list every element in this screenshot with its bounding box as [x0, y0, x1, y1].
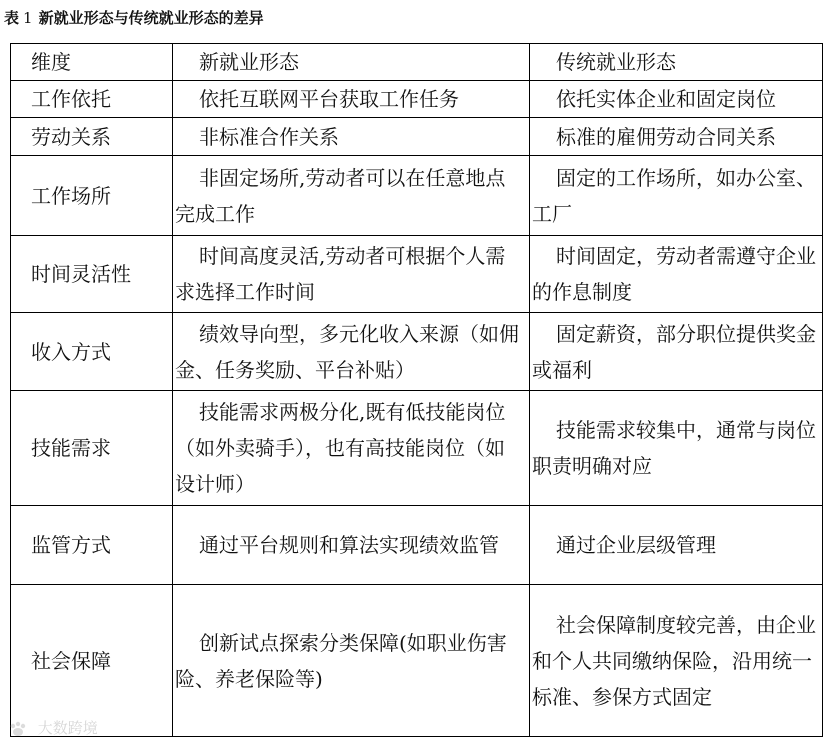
row-dimension: 时间灵活性: [11, 236, 173, 313]
header-traditional-form: 传统就业形态: [530, 44, 823, 81]
table-row: [11, 506, 823, 585]
row-new-form-text: 时间高度灵活,劳动者可根据个人需求选择工作时间: [175, 244, 506, 304]
table-row: [11, 313, 823, 391]
row-traditional-form: [530, 391, 823, 506]
table-row: [11, 156, 823, 236]
row-dimension: 技能需求: [11, 391, 173, 506]
row-traditional-form-text: 固定薪资，部分职位提供奖金或福利: [532, 321, 816, 382]
table-row: [11, 391, 823, 506]
comparison-table: [10, 43, 823, 737]
row-new-form: [173, 81, 530, 118]
row-new-form: [173, 118, 530, 156]
row-traditional-form-text: 固定的工作场所，如办公室、工厂: [532, 165, 816, 226]
table-caption: [4, 6, 264, 30]
row-dimension: 监管方式: [11, 506, 173, 585]
row-traditional-form-text: 通过企业层级管理: [556, 533, 716, 557]
row-new-form-text: 技能需求两极分化,既有低技能岗位（如外卖骑手），也有高技能岗位（如设计师）: [175, 400, 506, 496]
paw-logo-icon: [8, 721, 30, 737]
row-new-form-text: 绩效导向型，多元化收入来源（如佣金、任务奖励、平台补贴）: [175, 321, 519, 382]
table-row: [11, 585, 823, 737]
row-traditional-form: [530, 313, 823, 391]
caption-number: 1: [23, 9, 33, 27]
row-traditional-form: [530, 118, 823, 156]
row-new-form-text: 依托互联网平台获取工作任务: [199, 87, 459, 111]
row-new-form-text: 非标准合作关系: [199, 124, 339, 149]
row-traditional-form: [530, 236, 823, 313]
row-traditional-form: [530, 81, 823, 118]
row-new-form: [173, 506, 530, 585]
row-traditional-form-text: 时间固定，劳动者需遵守企业的作息制度: [532, 244, 816, 304]
header-new-form: 新就业形态: [173, 44, 530, 81]
row-traditional-form-text: 社会保障制度较完善，由企业和个人共同缴纳保险，沿用统一标准、参保方式固定: [532, 612, 816, 709]
row-traditional-form: [530, 585, 823, 737]
row-new-form-text: 创新试点探索分类保障(如职业伤害险、养老保险等): [175, 630, 507, 691]
table-row: [11, 236, 823, 313]
row-new-form: [173, 313, 530, 391]
row-traditional-form: [530, 156, 823, 236]
row-traditional-form-text: 标准的雇佣劳动合同关系: [556, 124, 776, 149]
row-new-form: [173, 156, 530, 236]
watermark: [8, 716, 98, 740]
row-new-form: [173, 236, 530, 313]
row-traditional-form: [530, 506, 823, 585]
caption-title: 新就业形态与传统就业形态的差异: [38, 9, 264, 27]
row-traditional-form-text: 依托实体企业和固定岗位: [556, 87, 776, 111]
row-dimension: 劳动关系: [11, 118, 173, 156]
row-traditional-form-text: 技能需求较集中，通常与岗位职责明确对应: [532, 418, 816, 478]
row-dimension: 社会保障: [11, 585, 173, 737]
row-new-form-text: 通过平台规则和算法实现绩效监管: [199, 533, 499, 557]
row-dimension: 工作依托: [11, 81, 173, 118]
row-dimension: 收入方式: [11, 313, 173, 391]
row-new-form-text: 非固定场所,劳动者可以在任意地点完成工作: [175, 165, 506, 226]
row-new-form: [173, 391, 530, 506]
table-row: [11, 118, 823, 156]
table-row: [11, 81, 823, 118]
caption-prefix: 表: [4, 9, 20, 27]
header-dimension: 维度: [11, 44, 173, 81]
row-dimension: 工作场所: [11, 156, 173, 236]
row-new-form: [173, 585, 530, 737]
watermark-text: 大数跨境: [37, 719, 98, 737]
table-header-row: [11, 44, 823, 81]
